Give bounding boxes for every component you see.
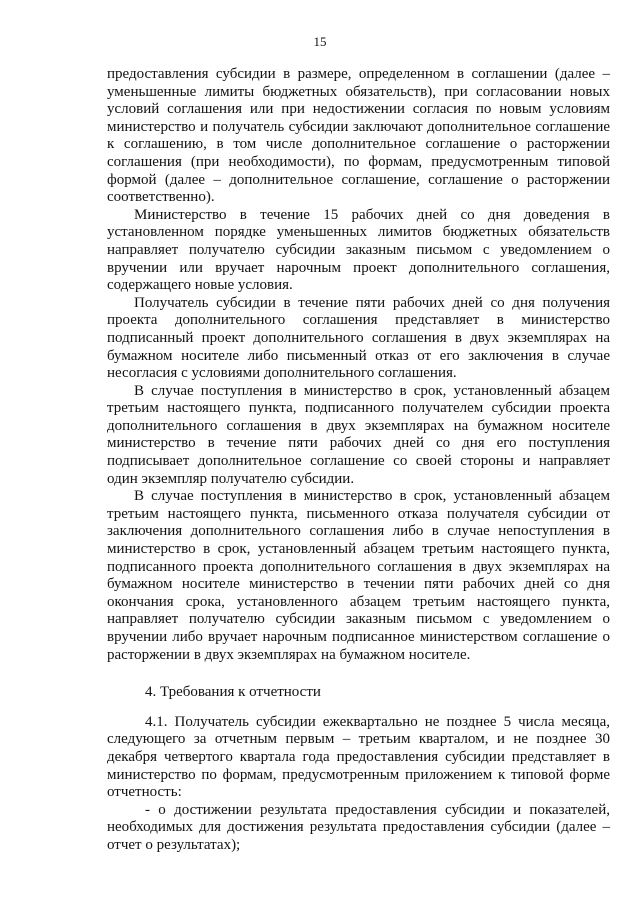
document-body [107, 66, 610, 855]
paragraph-item-4-1: 4.1. Получатель субсидии ежеквартально не позднее 5 числа месяца, следующего за отчетным первым – третьим кварталом, и не позднее 30 декабря четвертого квартала года предоставления субсидии представляет в министерство по формам, предусмотренным приложением к типовой форме отчетность: [107, 713, 610, 801]
list-item-results-report: - о достижении результата предоставления субсидии и показателей, необходимых для достижения результата предоставления субсидии (далее – отчет о результатах); [107, 801, 610, 853]
paragraph-refusal: В случае поступления в министерство в срок, установленный абзацем третьим настоящего пункта, письменного отказа получателя субсидии от заключения дополнительного соглашения либо в случае непоступления в министерство в срок, установленный абзацем третьим настоящего пункта, подписанного проекта дополнительного соглашения в двух экземплярах на бумажном носителе министерство в течении пяти рабочих дней со дня окончания срока, установленного абзацем третьим настоящего пункта, направляет получателю субсидии заказным письмом с уведомлением о вручении либо вручает нарочным подписанное министерством соглашение о расторжении в двух экземплярах на бумажном носителе. [107, 488, 610, 663]
paragraph-continuation: предоставления субсидии в размере, определенном в соглашении (далее – уменьшенные лимиты бюджетных обязательств), при согласовании новых условий соглашения или при недостижении согласия по новым условиям министерство и получатель субсидии заключают дополнительное соглашение к соглашению, в том числе дополнительное соглашение о расторжении соглашения (при необходимости), по формам, предусмотренным типовой формой (далее – дополнительное соглашение, соглашение о расторжении соответственно). [107, 66, 610, 206]
page-number: 15 [313, 34, 327, 49]
paragraph-signed-draft: В случае поступления в министерство в срок, установленный абзацем третьим настоящего пункта, подписанного получателем субсидии проекта дополнительного соглашения в двух экземплярах на бумажном носителе министерство в течение пяти рабочих дней со дня его поступления подписывает дополнительное соглашение со своей стороны и направляет один экземпляр получателю субсидии. [107, 382, 610, 487]
paragraph-recipient-response: Получатель субсидии в течение пяти рабочих дней со дня получения проекта дополнительного соглашения представляет в министерство подписанный проект дополнительного соглашения в двух экземплярах на бумажном носителе либо письменный отказ от его заключения в случае несогласия с условиями дополнительного соглашения. [107, 294, 610, 382]
section-heading: 4. Требования к отчетности [145, 684, 321, 701]
paragraph-ministry-notice: Министерство в течение 15 рабочих дней со дня доведения в установленном порядке уменьшенных лимитов бюджетных обязательств направляет получателю субсидии заказным письмом с уведомлением о вручении или вручает нарочным проект дополнительного соглашения, содержащего новые условия. [107, 206, 610, 294]
